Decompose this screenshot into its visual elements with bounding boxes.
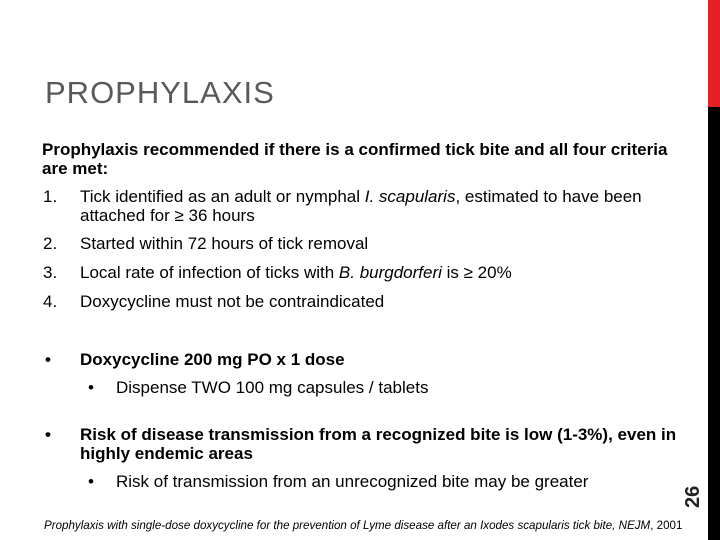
footnote-citation bbox=[44, 519, 682, 533]
sub-bullet-text: Dispense TWO 100 mg capsules / tablets bbox=[116, 378, 429, 397]
criterion-number: 4. bbox=[43, 292, 58, 311]
criterion-number: 2. bbox=[43, 234, 58, 253]
sub-bullet-text: Risk of transmission from an unrecognized bite may be greater bbox=[116, 472, 589, 491]
criterion-text: Started within 72 hours of tick removal bbox=[80, 234, 369, 253]
criterion-text-part: , estimated to have been attached for ≥ 36 hours bbox=[80, 187, 642, 225]
criterion-text-part: is ≥ 20% bbox=[441, 263, 512, 282]
criterion-text bbox=[80, 263, 680, 282]
species-name: B. burgdorferi bbox=[338, 263, 442, 282]
intro-text: Prophylaxis recommended if there is a confirmed tick bite and all four criteria are met: bbox=[42, 140, 668, 178]
sub-bullet-marker: • bbox=[88, 378, 94, 397]
bullet-marker: • bbox=[45, 425, 51, 444]
criterion-text: Doxycycline must not be contraindicated bbox=[80, 292, 385, 311]
page-title: PROPHYLAXIS bbox=[45, 75, 275, 110]
criterion-text-part: Tick identified as an adult or nymphal bbox=[80, 187, 365, 206]
accent-bar-red bbox=[708, 0, 720, 107]
sub-bullet-marker: • bbox=[88, 472, 94, 491]
accent-bar-black bbox=[708, 107, 720, 540]
criterion-number: 1. bbox=[43, 187, 58, 206]
footnote-title: Prophylaxis with single-dose doxycycline for the prevention of Lyme disease after an Ixodes scapularis tick bite, NEJM bbox=[44, 519, 651, 532]
bullet-marker: • bbox=[45, 350, 51, 369]
bullet-text: Doxycycline 200 mg PO x 1 dose bbox=[80, 350, 345, 369]
species-name: I. scapularis bbox=[364, 187, 456, 206]
slide-number-text: 26 bbox=[682, 485, 704, 508]
criterion-number: 3. bbox=[43, 263, 58, 282]
bullet-text: Risk of disease transmission from a recognized bite is low (1-3%), even in highly endemic areas bbox=[80, 425, 677, 463]
criterion-text-part: Local rate of infection of ticks with bbox=[80, 263, 339, 282]
footnote-year: , 2001 bbox=[650, 519, 683, 532]
criterion-text bbox=[80, 187, 680, 225]
